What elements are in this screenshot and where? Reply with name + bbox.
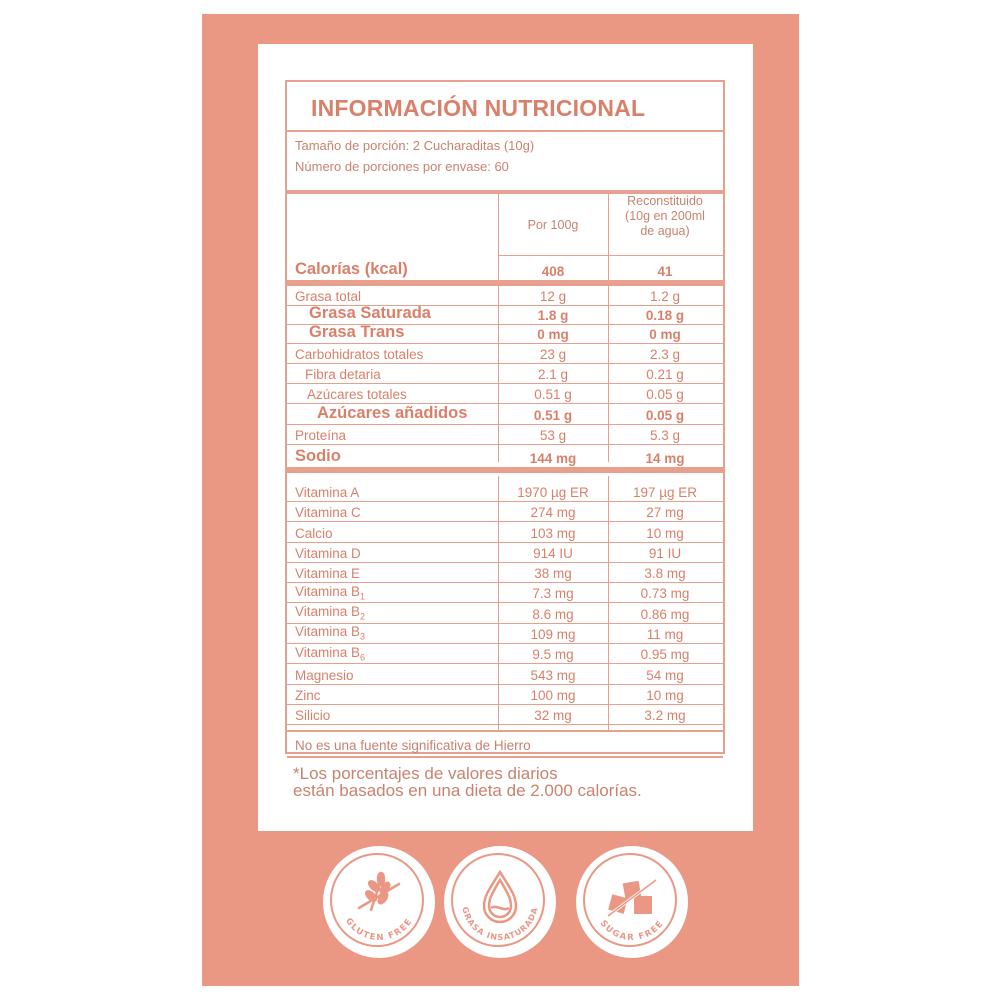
value-per100: 2.1 g xyxy=(537,367,569,382)
value-per100: 914 IU xyxy=(533,545,573,561)
vitamin-row xyxy=(287,664,723,684)
vitamin-row xyxy=(287,502,723,522)
column-reconstituted-line3: de agua) xyxy=(640,224,690,238)
value-reconstituted: 3.8 mg xyxy=(644,566,686,582)
nutrient-name: Vitamina E xyxy=(295,566,361,582)
value-reconstituted: 3.2 mg xyxy=(644,708,686,724)
nutrient-name-text: Vitamina B xyxy=(295,624,361,640)
nutrient-name: Proteína xyxy=(295,428,347,443)
value-per100: 0 mg xyxy=(537,327,569,342)
nutrient-name xyxy=(295,624,365,642)
badge-text: SUGAR FREE xyxy=(597,918,667,944)
macro-row xyxy=(287,364,723,384)
value-per100: 32 mg xyxy=(534,708,572,724)
value-reconstituted: 0.05 g xyxy=(646,387,684,402)
sugar-free-badge xyxy=(576,846,688,958)
column-divider xyxy=(498,476,499,730)
column-divider xyxy=(498,194,499,462)
column-reconstituted-line2: (10g en 200ml xyxy=(625,209,705,223)
value-per100: 408 xyxy=(541,264,565,279)
serving-info xyxy=(287,130,723,194)
value-per100: 1.8 g xyxy=(537,308,569,323)
nutrient-name: Zinc xyxy=(295,687,321,703)
value-reconstituted: 0.86 mg xyxy=(640,606,690,622)
vitamin-row xyxy=(287,604,723,624)
nutrient-name: Azúcares añadidos xyxy=(317,404,468,422)
nutrient-name xyxy=(295,584,365,602)
nutrient-name: Azúcares totales xyxy=(307,387,407,402)
nutrient-name: Carbohidratos totales xyxy=(295,347,424,362)
vitamin-row xyxy=(287,543,723,563)
badge-text: GRASA INSATURADA xyxy=(460,905,540,943)
badge-text: GLUTEN FREE xyxy=(343,916,415,944)
iron-note: No es una fuente significativa de Hierro xyxy=(295,738,531,753)
nutrient-name: Grasa total xyxy=(295,289,362,304)
nutrient-name: Vitamina A xyxy=(295,485,360,500)
value-per100: 100 mg xyxy=(530,687,576,703)
vitamin-row xyxy=(287,705,723,725)
value-per100: 0.51 g xyxy=(534,387,572,402)
divider xyxy=(287,730,723,732)
vitamin-row xyxy=(287,644,723,664)
value-reconstituted: 41 xyxy=(657,264,673,279)
macro-row xyxy=(287,445,723,467)
nutrient-name: Vitamina C xyxy=(295,505,361,521)
value-per100: 543 mg xyxy=(530,667,576,683)
divider xyxy=(287,280,723,286)
drop-icon xyxy=(444,846,556,958)
calories-row xyxy=(287,256,723,280)
value-reconstituted: 0.95 mg xyxy=(640,647,690,663)
value-reconstituted: 0 mg xyxy=(649,327,681,342)
value-reconstituted: 0.18 g xyxy=(645,308,685,323)
nutrient-subscript: 6 xyxy=(360,652,366,663)
nutrient-name: Calorías (kcal) xyxy=(295,260,408,278)
nutrient-name: Magnesio xyxy=(295,667,354,683)
value-per100: 144 mg xyxy=(529,451,577,466)
svg-text:SUGAR FREE xyxy=(598,919,667,944)
nutrient-name: Fibra detaria xyxy=(305,367,381,382)
macro-row xyxy=(287,384,723,404)
vitamin-row xyxy=(287,583,723,603)
value-per100: 8.6 mg xyxy=(532,606,574,622)
column-divider xyxy=(608,194,609,462)
serving-size: Tamaño de porción: 2 Cucharaditas (10g) xyxy=(295,138,535,153)
value-reconstituted: 0.21 g xyxy=(646,367,684,382)
value-reconstituted: 10 mg xyxy=(646,687,684,703)
servings-per-container: Número de porciones por envase: 60 xyxy=(295,159,509,174)
nutrient-name: Grasa Saturada xyxy=(309,304,431,322)
macro-row xyxy=(287,325,723,344)
nutrient-name xyxy=(295,604,365,622)
value-per100: 1970 µg ER xyxy=(517,485,589,500)
value-reconstituted: 0.73 mg xyxy=(640,586,690,602)
nutrient-name-text: Vitamina B xyxy=(295,604,361,620)
nutrient-name-text: Vitamina B xyxy=(295,644,361,660)
vitamin-row xyxy=(287,522,723,542)
value-reconstituted: 91 IU xyxy=(648,545,682,561)
nutrient-name xyxy=(295,645,365,663)
nutrient-name: Calcio xyxy=(295,525,333,541)
value-per100: 53 g xyxy=(539,428,567,443)
gluten-free-badge xyxy=(323,846,435,958)
value-per100: 38 mg xyxy=(534,566,572,582)
page-title: INFORMACIÓN NUTRICIONAL xyxy=(311,95,646,121)
value-reconstituted: 197 µg ER xyxy=(632,485,698,500)
value-reconstituted: 27 mg xyxy=(646,505,684,521)
nutrient-subscript: 2 xyxy=(360,611,366,622)
nutrient-name: Sodio xyxy=(295,447,341,465)
nutrient-subscript: 1 xyxy=(360,591,366,602)
footnote xyxy=(293,765,733,799)
value-per100: 23 g xyxy=(539,347,567,362)
column-per100: Por 100g xyxy=(527,218,579,232)
value-reconstituted: 0.05 g xyxy=(645,408,685,423)
vitamin-row xyxy=(287,624,723,644)
value-reconstituted: 14 mg xyxy=(645,451,685,466)
sugar-cubes-icon xyxy=(576,846,688,958)
value-reconstituted: 2.3 g xyxy=(649,347,681,362)
macro-row xyxy=(287,404,723,425)
table-header xyxy=(287,82,723,132)
value-reconstituted: 1.2 g xyxy=(649,289,681,304)
nutrient-name: Vitamina D xyxy=(295,545,361,561)
macro-row xyxy=(287,425,723,445)
value-per100: 0.51 g xyxy=(533,408,573,423)
value-reconstituted: 5.3 g xyxy=(649,428,681,443)
vitamin-row xyxy=(287,476,723,502)
footnote-line1: *Los porcentajes de valores diarios xyxy=(293,764,558,783)
svg-text:GLUTEN FREE xyxy=(343,916,415,943)
value-per100: 109 mg xyxy=(530,627,576,643)
column-reconstituted xyxy=(609,194,721,258)
vitamin-row xyxy=(287,685,723,705)
value-per100: 12 g xyxy=(539,289,567,304)
column-divider xyxy=(608,476,609,730)
nutrition-facts-table xyxy=(285,80,725,800)
value-per100: 274 mg xyxy=(530,505,576,521)
macro-row xyxy=(287,344,723,364)
divider xyxy=(287,756,723,758)
value-per100: 7.3 mg xyxy=(532,586,574,602)
nutrient-subscript: 3 xyxy=(360,632,366,643)
value-reconstituted: 10 mg xyxy=(646,525,684,541)
nutrient-name-text: Vitamina B xyxy=(295,583,361,599)
value-reconstituted: 11 mg xyxy=(646,627,684,643)
divider xyxy=(287,467,723,473)
value-per100: 9.5 mg xyxy=(532,647,574,663)
wheat-crossed-icon xyxy=(323,846,435,958)
value-reconstituted: 54 mg xyxy=(646,667,684,683)
footnote-line2: están basados en una dieta de 2.000 calorías. xyxy=(293,781,642,800)
nutrient-name: Grasa Trans xyxy=(309,323,405,341)
value-per100: 103 mg xyxy=(530,525,576,541)
vitamin-row xyxy=(287,563,723,583)
unsaturated-fat-badge xyxy=(444,846,556,958)
column-reconstituted-line1: Reconstituido xyxy=(627,194,703,208)
nutrient-name: Silicio xyxy=(295,708,331,724)
svg-text:GRASA INSATURADA xyxy=(460,906,539,942)
